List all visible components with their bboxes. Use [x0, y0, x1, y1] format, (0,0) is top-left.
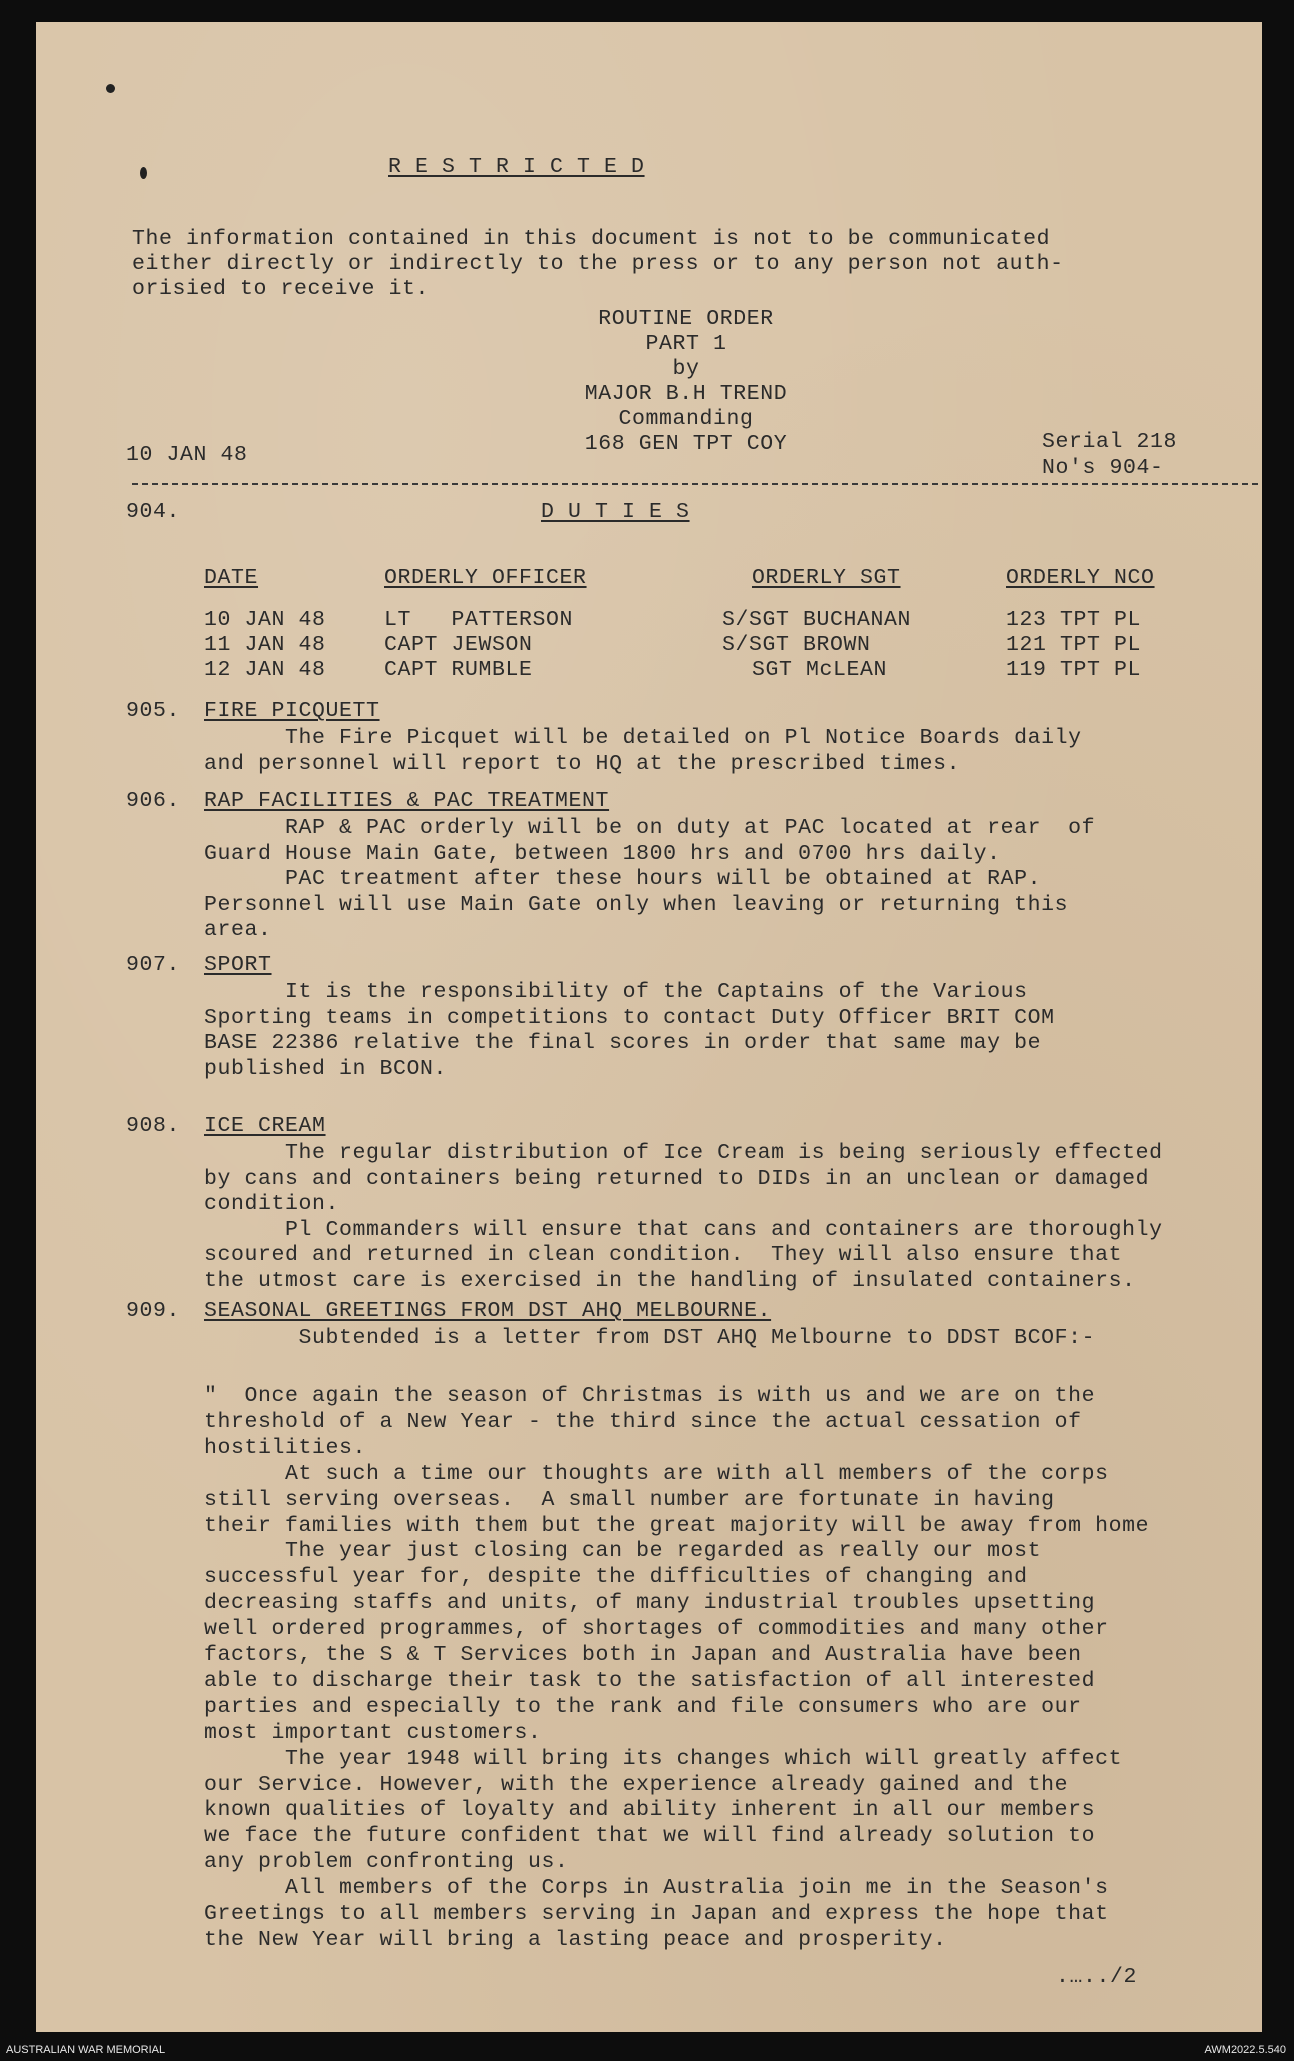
section-heading: FIRE PICQUETT [204, 699, 380, 723]
letter-line: threshold of a New Year - the third since the actual cessation of [204, 1409, 1082, 1434]
order-number: 905. [126, 699, 181, 723]
duties-cell: 119 TPT PL [1006, 658, 1142, 682]
order-title-line: ROUTINE ORDER [598, 307, 774, 331]
letter-line: our Service. However, with the experience already gained and the [204, 1772, 1069, 1797]
duties-number: 904. [126, 500, 181, 524]
letter-line: At such a time our thoughts are with all members of the corps [204, 1461, 1109, 1486]
letter-line: The year just closing can be regarded as really our most [204, 1539, 1042, 1564]
letter-line: The year 1948 will bring its changes which will greatly affect [204, 1746, 1123, 1771]
order-title-line: Commanding [618, 407, 754, 431]
duties-heading: D U T I E S [541, 500, 690, 524]
section-body-line: RAP & PAC orderly will be on duty at PAC located at rear of [204, 816, 1096, 840]
ink-mark [140, 167, 147, 179]
letter-line: parties and especially to the rank and file consumers who are our [204, 1694, 1082, 1719]
duties-cell: 11 JAN 48 [204, 633, 326, 657]
letter-line: still serving overseas. A small number are fortunate in having [204, 1487, 1055, 1512]
order-numbers: No's 904- [1042, 456, 1164, 480]
ink-mark [106, 84, 115, 93]
section-body-line: published in BCON. [204, 1056, 448, 1081]
letter-line: All members of the Corps in Australia join me in the Season's [204, 1876, 1109, 1901]
section-body-line: scoured and returned in clean condition. They will also ensure that [204, 1243, 1123, 1267]
letter-line: the New Year will bring a lasting peace and prosperity. [204, 1927, 947, 1952]
order-date: 10 JAN 48 [126, 443, 248, 467]
section-body-line: and personnel will report to HQ at the prescribed times. [204, 751, 961, 776]
duties-cell: 123 TPT PL [1006, 608, 1142, 632]
serial-number: Serial 218 [1042, 430, 1178, 454]
document-page [36, 22, 1262, 2032]
duties-cell: 10 JAN 48 [204, 608, 326, 632]
section-body-line: area. [204, 918, 272, 942]
section-body-line: PAC treatment after these hours will be obtained at RAP. [204, 867, 1042, 891]
letter-line: successful year for, despite the difficulties of changing and [204, 1565, 1028, 1590]
section-body-line: by cans and containers being returned to DIDs in an unclean or damaged [204, 1166, 1150, 1191]
duties-cell: S/SGT BROWN [722, 633, 871, 657]
section-body-line: condition. [204, 1192, 340, 1216]
order-title-line: by [672, 357, 700, 381]
duties-cell: 12 JAN 48 [204, 658, 326, 682]
restriction-notice-line: orisied to receive it. [132, 277, 430, 301]
section-body-line: The Fire Picquet will be detailed on Pl Notice Boards daily [204, 726, 1082, 750]
letter-line: any problem confronting us. [204, 1850, 569, 1875]
duties-column-header: ORDERLY SGT [752, 566, 901, 590]
section-body-line: the utmost care is exercised in the handling of insulated containers. [204, 1268, 1136, 1293]
section-body-line: It is the responsibility of the Captains of the Various [204, 980, 1028, 1004]
duties-column-header: ORDERLY OFFICER [384, 566, 587, 590]
letter-line: factors, the S & T Services both in Japan and Australia have been [204, 1643, 1082, 1667]
duties-cell: S/SGT BUCHANAN [722, 608, 912, 632]
duties-cell: CAPT JEWSON [384, 633, 533, 657]
divider-rule [132, 483, 1258, 485]
letter-line: Greetings to all members serving in Japan and express the hope that [204, 1902, 1109, 1926]
order-title-line: 168 GEN TPT COY [584, 432, 788, 456]
duties-cell: 121 TPT PL [1006, 633, 1142, 657]
restriction-notice-line: either directly or indirectly to the press or to any person not auth- [132, 252, 1064, 276]
order-number: 907. [126, 953, 181, 977]
section-body-line: Pl Commanders will ensure that cans and containers are thoroughly [204, 1217, 1163, 1242]
letter-line: " Once again the season of Christmas is with us and we are on the [204, 1384, 1096, 1408]
duties-column-header: ORDERLY NCO [1006, 566, 1155, 590]
classification-heading: R E S T R I C T E D [388, 155, 645, 179]
section-heading: SPORT [204, 953, 272, 977]
section-body-line: Sporting teams in competitions to contact Duty Officer BRIT COM [204, 1005, 1055, 1030]
section-body-line: Personnel will use Main Gate only when leaving or returning this [204, 892, 1069, 917]
letter-line: most important customers. [204, 1720, 542, 1745]
section-body-line: The regular distribution of Ice Cream is being seriously effected [204, 1141, 1163, 1165]
footer-reference: AWM2022.5.540 [1204, 2044, 1286, 2056]
section-heading: SEASONAL GREETINGS FROM DST AHQ MELBOURNE. [204, 1299, 772, 1323]
page-continuation: .…../2 [1056, 1965, 1138, 1989]
letter-line: their families with them but the great majority will be away from home [204, 1513, 1150, 1538]
section-body-line: Guard House Main Gate, between 1800 hrs and 0700 hrs daily. [204, 841, 1001, 866]
letter-line: we face the future confident that we will find already solution to [204, 1824, 1096, 1849]
section-body-line: BASE 22386 relative the final scores in order that same may be [204, 1031, 1042, 1055]
letter-line: well ordered programmes, of shortages of commodities and many other [204, 1617, 1109, 1642]
archive-footer [0, 2040, 1294, 2061]
section-body-line: Subtended is a letter from DST AHQ Melbourne to DDST BCOF:- [204, 1326, 1096, 1350]
duties-cell: CAPT RUMBLE [384, 658, 533, 682]
section-heading: RAP FACILITIES & PAC TREATMENT [204, 789, 610, 813]
letter-line: hostilities. [204, 1435, 367, 1460]
restriction-notice-line: The information contained in this document is not to be communicated [132, 227, 1051, 251]
letter-line: known qualities of loyalty and ability inherent in all our members [204, 1798, 1096, 1823]
order-number: 909. [126, 1299, 181, 1323]
letter-line: able to discharge their task to the satisfaction of all interested [204, 1668, 1096, 1693]
order-number: 906. [126, 789, 181, 813]
order-title-line: PART 1 [645, 332, 727, 356]
footer-archive-name: AUSTRALIAN WAR MEMORIAL [6, 2044, 166, 2056]
letter-line: decreasing staffs and units, of many industrial troubles upsetting [204, 1591, 1096, 1616]
order-number: 908. [126, 1114, 181, 1138]
duties-cell: LT PATTERSON [384, 608, 574, 632]
duties-cell: SGT McLEAN [752, 658, 888, 682]
duties-column-header: DATE [204, 566, 259, 590]
order-title-line: MAJOR B.H TREND [584, 382, 788, 406]
section-heading: ICE CREAM [204, 1114, 326, 1138]
